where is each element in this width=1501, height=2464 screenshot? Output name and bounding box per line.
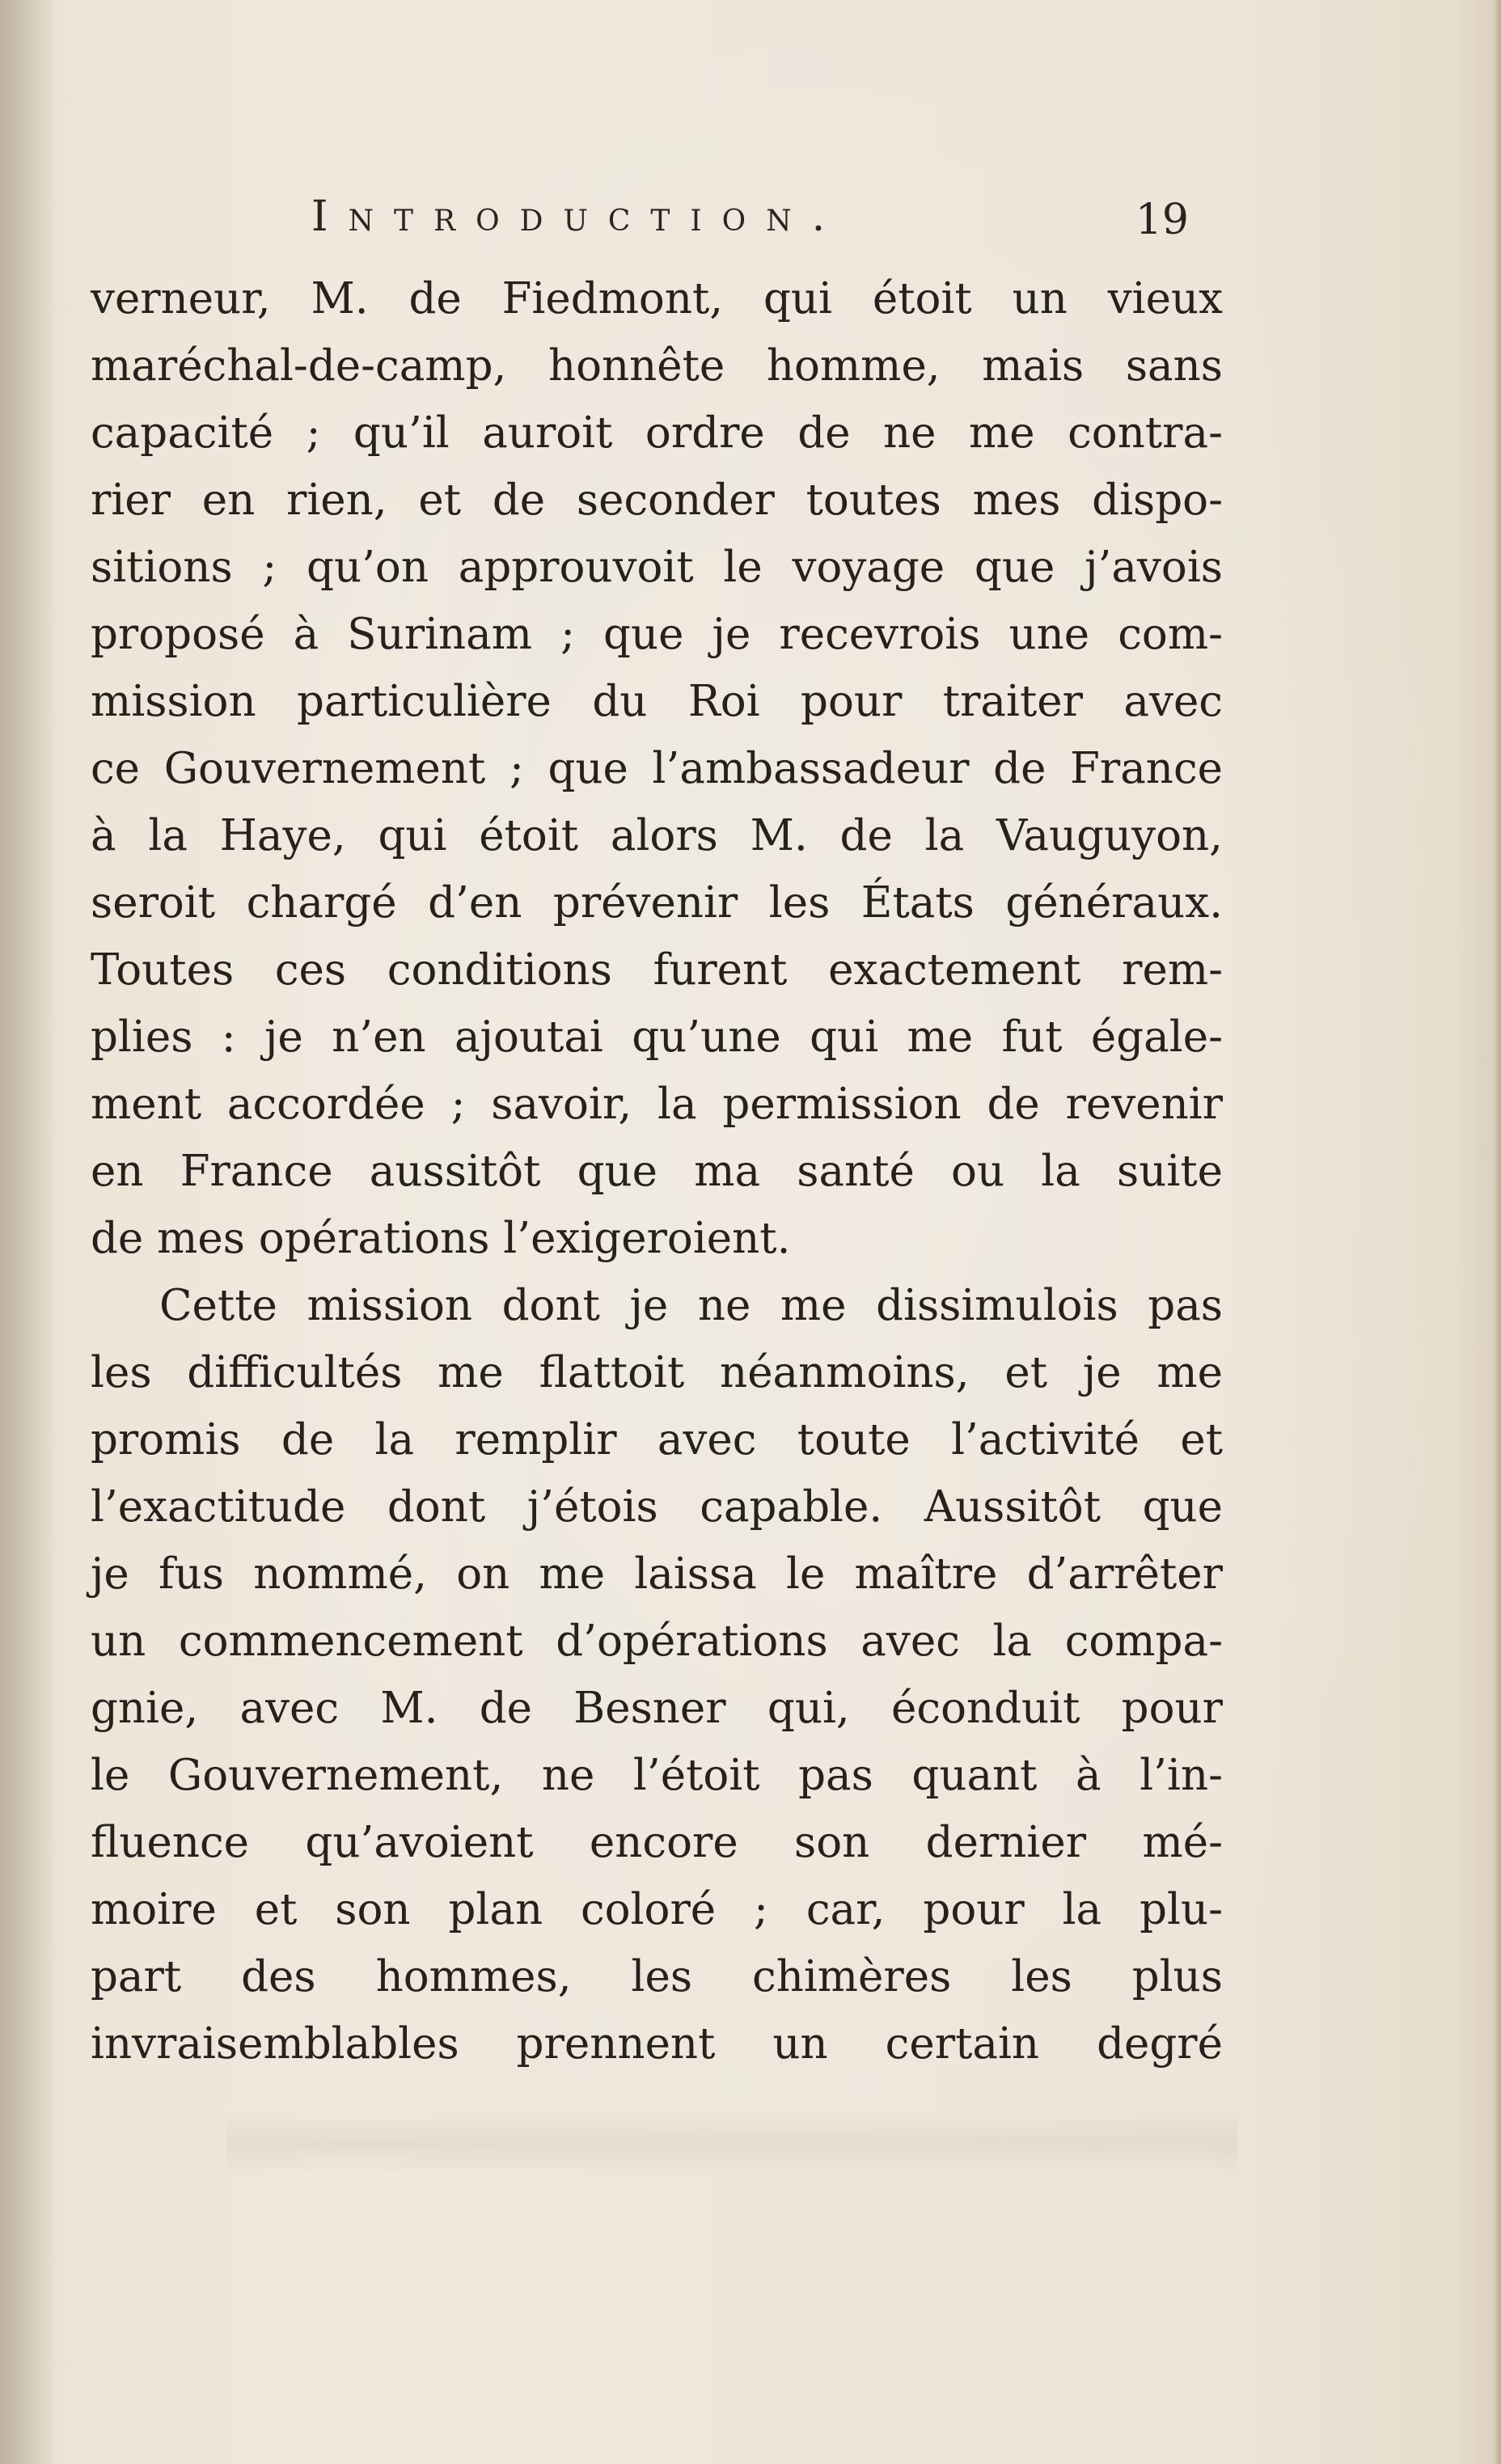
- text-line: maréchal-de-camp, honnête homme, mais sans: [91, 341, 1223, 391]
- text-line: sitions ; qu’on approuvoit le voyage que j’avois: [91, 543, 1223, 592]
- text-line: l’exactitude dont j’étois capable. Aussitôt que: [91, 1482, 1223, 1532]
- text-line: mission particulière du Roi pour traiter avec: [91, 677, 1223, 726]
- page-number: 19: [1135, 196, 1189, 244]
- text-line: part des hommes, les chimères les plus: [91, 1952, 1223, 2001]
- text-line: un commencement d’opérations avec la compa-: [91, 1617, 1223, 1666]
- text-line: ce Gouvernement ; que l’ambassadeur de France: [91, 744, 1223, 793]
- text-line: Cette mission dont je ne me dissimulois pas: [159, 1281, 1223, 1330]
- text-line: Toutes ces conditions furent exactement rem-: [91, 945, 1223, 995]
- text-line: gnie, avec M. de Besner qui, éconduit pour: [91, 1684, 1223, 1733]
- text-line: moire et son plan coloré ; car, pour la plu-: [91, 1885, 1223, 1934]
- text-line: rier en rien, et de seconder toutes mes dispo-: [91, 475, 1223, 525]
- text-line: promis de la remplir avec toute l’activité et: [91, 1415, 1223, 1464]
- text-line: plies : je n’en ajoutai qu’une qui me fut égale-: [91, 1012, 1223, 1062]
- page-header: [311, 192, 1189, 257]
- page-edge-shadow: [1493, 0, 1501, 2464]
- text-line: je fus nommé, on me laissa le maître d’arrêter: [91, 1549, 1223, 1599]
- text-line: les difficultés me flattoit néanmoins, et je me: [91, 1348, 1223, 1397]
- text-line: le Gouvernement, ne l’étoit pas quant à l’in-: [91, 1751, 1223, 1800]
- text-line: seroit chargé d’en prévenir les États généraux.: [91, 878, 1223, 928]
- text-line: verneur, M. de Fiedmont, qui étoit un vieux: [91, 274, 1223, 323]
- text-line: proposé à Surinam ; que je recevrois une com-: [91, 610, 1223, 659]
- text-line: en France aussitôt que ma santé ou la suite: [91, 1147, 1223, 1196]
- body-text: [91, 265, 1223, 2077]
- text-line: à la Haye, qui étoit alors M. de la Vauguyon,: [91, 811, 1223, 860]
- text-line: de mes opérations l’exigeroient.: [91, 1214, 791, 1263]
- text-line: capacité ; qu’il auroit ordre de ne me contra-: [91, 408, 1223, 458]
- text-line: fluence qu’avoient encore son dernier mé-: [91, 1818, 1223, 1867]
- binding-gutter-shadow: [0, 0, 57, 2464]
- text-line: invraisemblables prennent un certain degré: [91, 2019, 1223, 2069]
- running-title: Introduction.: [311, 192, 846, 241]
- show-through-text: [226, 2111, 1237, 2175]
- text-line: ment accordée ; savoir, la permission de revenir: [91, 1080, 1223, 1129]
